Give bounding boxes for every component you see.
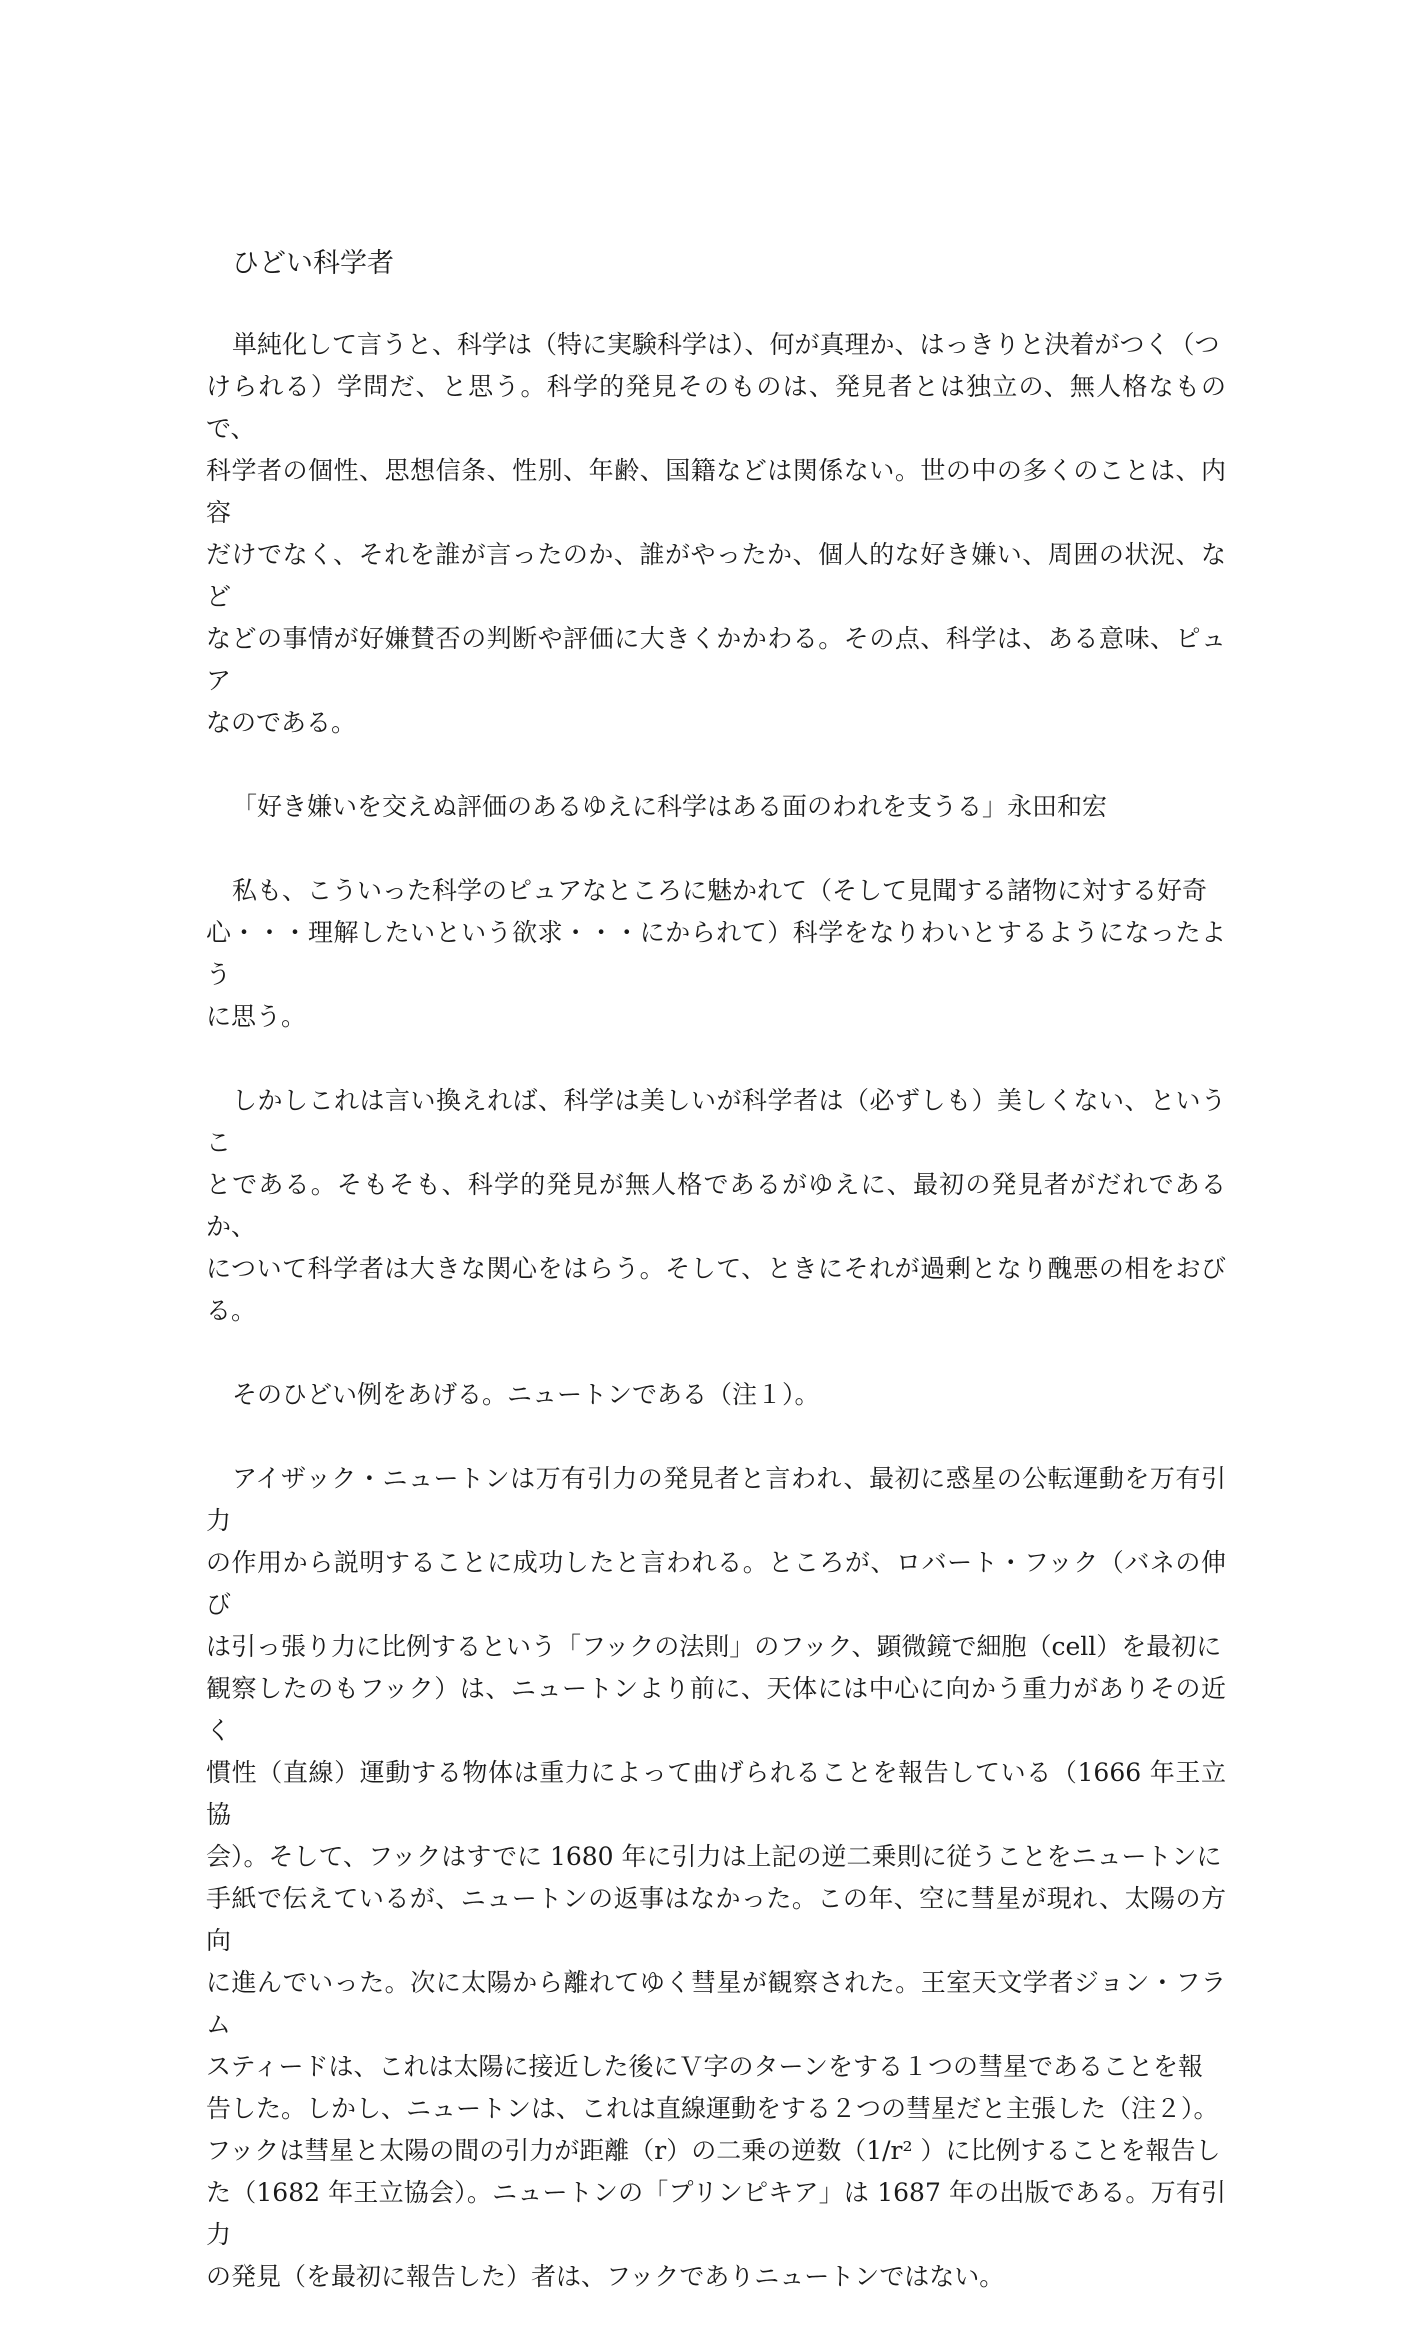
paragraph-tanka-quote: 「好き嫌いを交えぬ評価のあるゆえに科学はある面のわれを支うる」永田和宏 (232, 792, 1108, 821)
document-body (206, 324, 1226, 2340)
paragraph-newton-example: そのひどい例をあげる。ニュートンである（注１）。 (232, 1380, 820, 1409)
paragraph-author-motivation: 私も、こういった科学のピュアなところに魅かれて（そして見聞する諸物に対する好奇 心・・・理解したいという欲求・・・にかられて）科学をなりわいとするようになったよう に思う。 (206, 876, 1226, 1031)
page-title: ひどい科学者 (232, 248, 394, 279)
paragraph-science-purity: 単純化して言うと、科学は（特に実験科学は）、何が真理か、はっきりと決着がつく（つ けられる）学問だ、と思う。科学的発見そのものは、発見者とは独立の、無人格なもので、 科学者の個性、思想信条、性別、年齢、国籍などは関係ない。世の中の多くのことは、内容 だけでなく、それを誰が言ったのか、誰がやったか、個人的な好き嫌い、周囲の状況、など などの事情が好嫌賛否の判断や評価に大きくかかわる。その点、科学は、ある意味、ピュア なのである。 (206, 330, 1226, 737)
paragraph-newton-hooke: アイザック・ニュートンは万有引力の発見者と言われ、最初に惑星の公転運動を万有引力 の作用から説明することに成功したと言われる。ところが、ロバート・フック（バネの伸び は引っ張り力に比例するという「フックの法則」のフック、顕微鏡で細胞（cell）を最初に 観察したのもフック）は、ニュートンより前に、天体には中心に向かう重力がありその近く 慣性（直線）運動する物体は重力によって曲げられることを報告している（1666 年王立協 会）。そして、フックはすでに 1680 年に引力は上記の逆二乗則に従うことをニュートンに 手紙で伝えているが、ニュートンの返事はなかった。この年、空に彗星が現れ、太陽の方向 に進んでいった。次に太陽から離れてゆく彗星が観察された。王室天文学者ジョン・フラム スティードは、これは太陽に接近した後にＶ字のターンをする１つの彗星であることを報 告した。しかし、ニュートンは、これは直線運動をする２つの彗星だと主張した（注２）。 フックは彗星と太陽の間の引力が距離（r）の二乗の逆数（1/r² ）に比例することを報告し た（1682 年王立協会）。ニュートンの「プリンピキア」は 1687 年の出版である。万有引力 の発見（を最初に報告した）者は、フックでありニュートンではない。 (206, 1464, 1226, 2291)
paragraph-scientists-not-beautiful: しかしこれは言い換えれば、科学は美しいが科学者は（必ずしも）美しくない、というこ とである。そもそも、科学的発見が無人格であるがゆえに、最初の発見者がだれであるか、 について科学者は大きな関心をはらう。そして、ときにそれが過剰となり醜悪の相をおびる。 (206, 1086, 1226, 1325)
